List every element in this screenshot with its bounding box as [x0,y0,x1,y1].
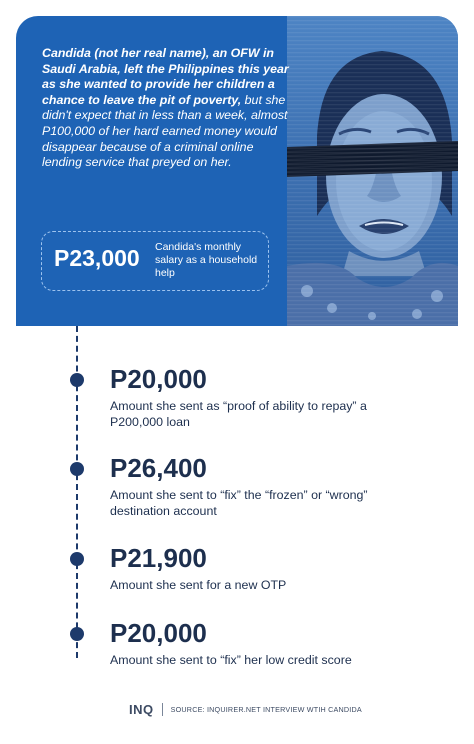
portrait-photo [287,16,458,326]
intro-paragraph [42,46,290,171]
timeline-description: Amount she sent as “proof of ability to repay” a P200,000 loan [110,399,367,429]
source-credit: SOURCE: INQUIRER.NET INTERVIEW WTIH CANDIDA [170,704,362,714]
timeline-item [110,543,450,593]
timeline-description: Amount she sent to “fix” her low credit score [110,653,352,667]
timeline-item [110,618,450,668]
timeline-item [110,364,450,430]
intro-bold-text: Candida (not her real name), an OFW in Saudi Arabia, left the Philippines this year as she wanted to provide her children a chance to leave the pit of poverty, [42,46,289,107]
timeline-dot [70,373,84,387]
salary-description: Candida's monthly salary as a household help [155,241,258,279]
intro-rest-text: but she didn't expect that in less than a week, almost P100,000 of her hard earned money would disappear because of a criminal online lending service that preyed on her. [42,92,288,170]
salary-amount: P23,000 [54,245,140,271]
footer [129,701,362,717]
timeline-amount: P20,000 [110,618,207,648]
hero-panel [16,16,458,326]
timeline-description: Amount she sent for a new OTP [110,578,287,592]
timeline-dot [70,462,84,476]
footer-divider [162,703,163,716]
inq-logo: INQ [129,701,154,717]
timeline-dot [70,627,84,641]
timeline-amount: P21,900 [110,543,207,573]
salary-callout [41,231,269,291]
timeline-amount: P26,400 [110,453,207,483]
timeline-amount: P20,000 [110,364,207,394]
portrait-illustration [287,16,458,326]
timeline-item [110,453,450,519]
timeline-description: Amount she sent to “fix” the “frozen” or “wrong” destination account [110,488,368,518]
timeline-dot [70,552,84,566]
